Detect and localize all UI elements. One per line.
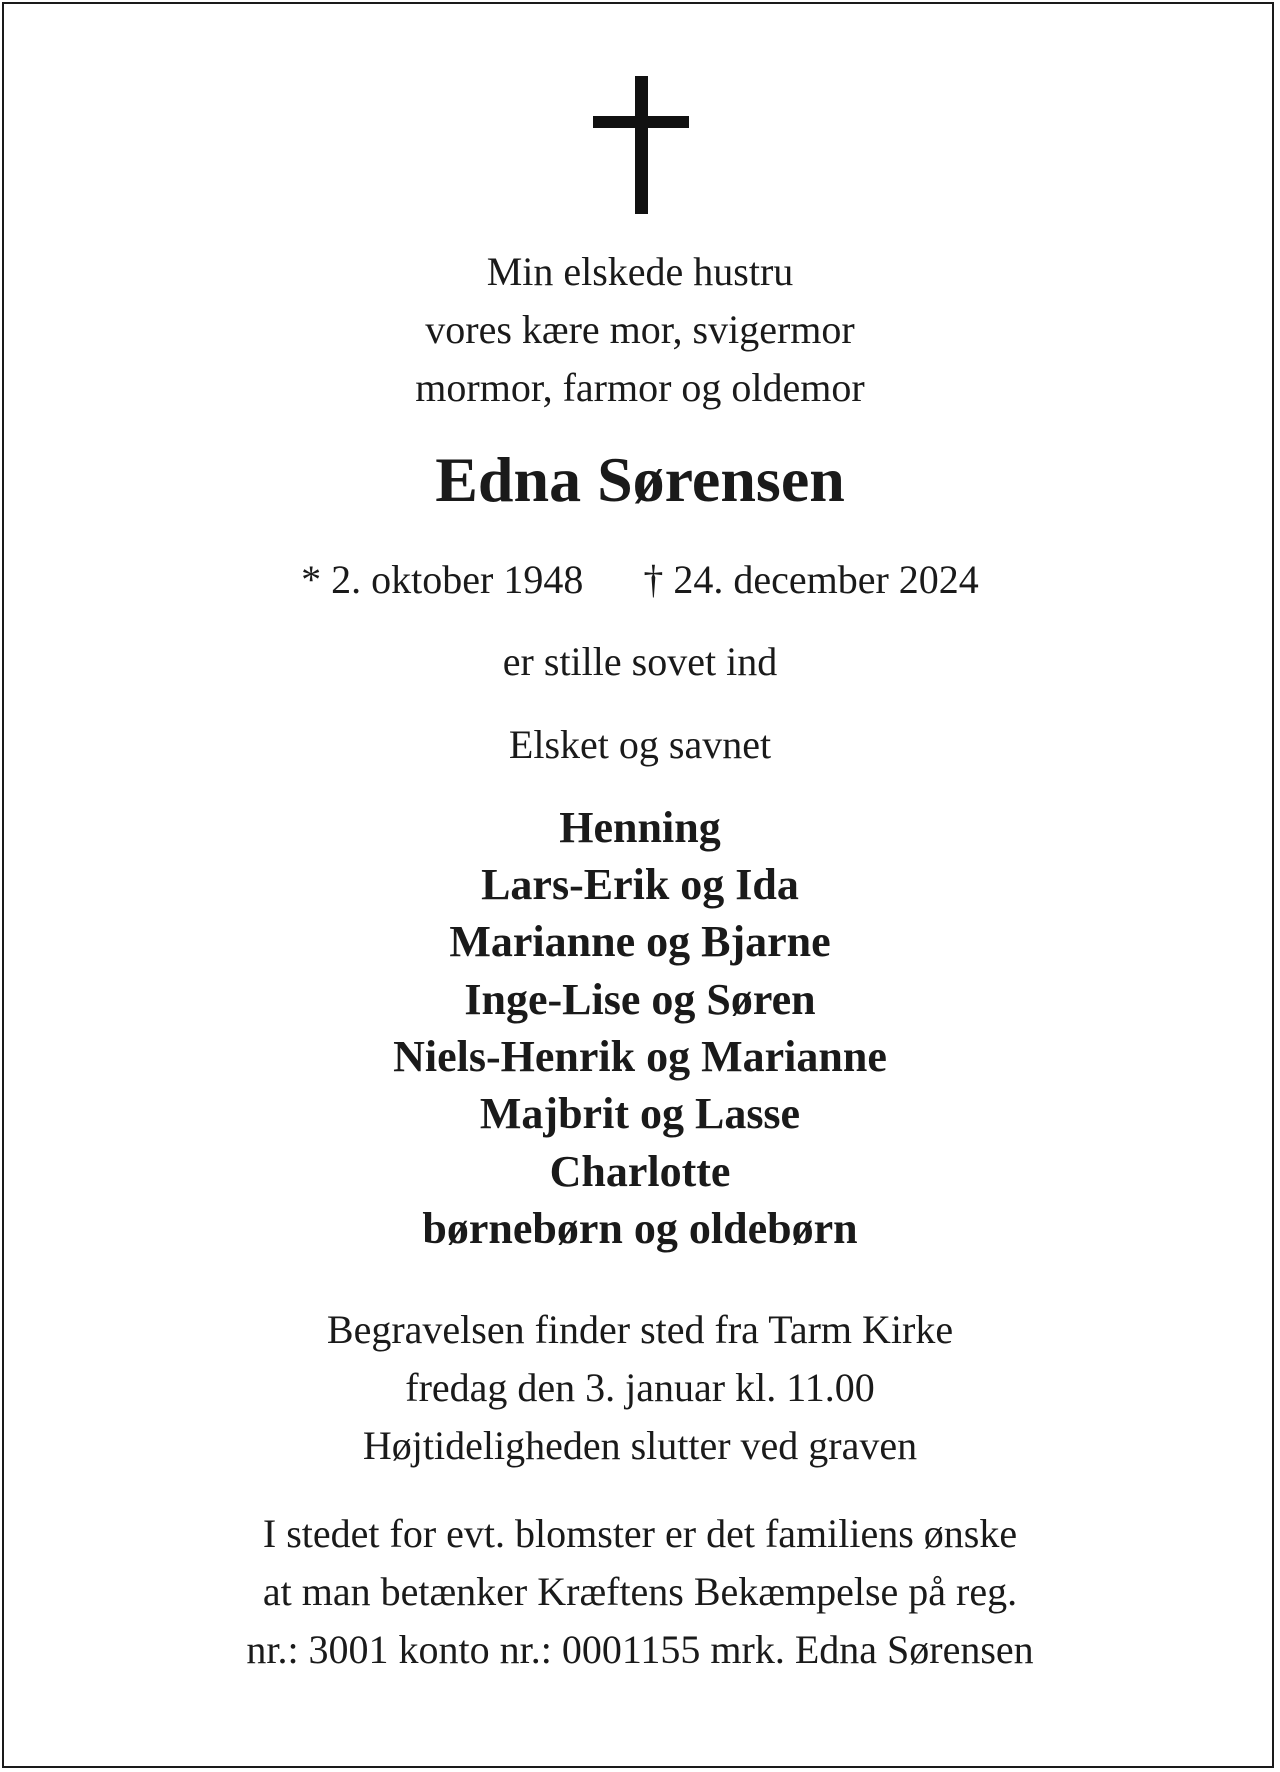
deceased-name: Edna Sørensen (435, 444, 845, 515)
cross-vertical-bar (635, 76, 648, 214)
family-line-7: Charlotte (549, 1147, 731, 1196)
intro-line-2: vores kære mor, svigermor (425, 307, 855, 352)
intro-line-3: mormor, farmor og oldemor (415, 365, 865, 410)
family-line-8: børnebørn og oldebørn (422, 1204, 858, 1253)
family-line-4: Inge-Lise og Søren (464, 975, 816, 1024)
family-line-1: Henning (559, 803, 721, 852)
family-line-5: Niels-Henrik og Marianne (393, 1032, 887, 1081)
donation-line-2: at man betænker Kræftens Bekæmpelse på reg. (262, 1569, 1018, 1614)
funeral-line-1: Begravelsen finder sted fra Tarm Kirke (326, 1307, 954, 1352)
funeral-line-2: fredag den 3. januar kl. 11.00 (405, 1365, 875, 1410)
donation-line-1: I stedet for evt. blomster er det familiens ønske (262, 1511, 1018, 1556)
loved-text: Elsket og savnet (508, 722, 772, 767)
life-dates (0, 557, 1280, 602)
passed-text: er stille sovet ind (502, 639, 778, 684)
family-line-2: Lars-Erik og Ida (481, 860, 799, 909)
donation-line-3: nr.: 3001 konto nr.: 0001155 mrk. Edna Sørensen (246, 1627, 1034, 1672)
birth-date: * 2. oktober 1948 (301, 557, 584, 602)
cross-horizontal-bar (593, 116, 689, 128)
family-line-6: Majbrit og Lasse (479, 1089, 801, 1138)
cross-icon (593, 76, 689, 214)
funeral-line-3: Højtideligheden slutter ved graven (362, 1423, 918, 1468)
death-date: † 24. december 2024 (643, 557, 979, 602)
family-line-3: Marianne og Bjarne (449, 917, 831, 966)
intro-line-1: Min elskede hustru (486, 249, 794, 294)
